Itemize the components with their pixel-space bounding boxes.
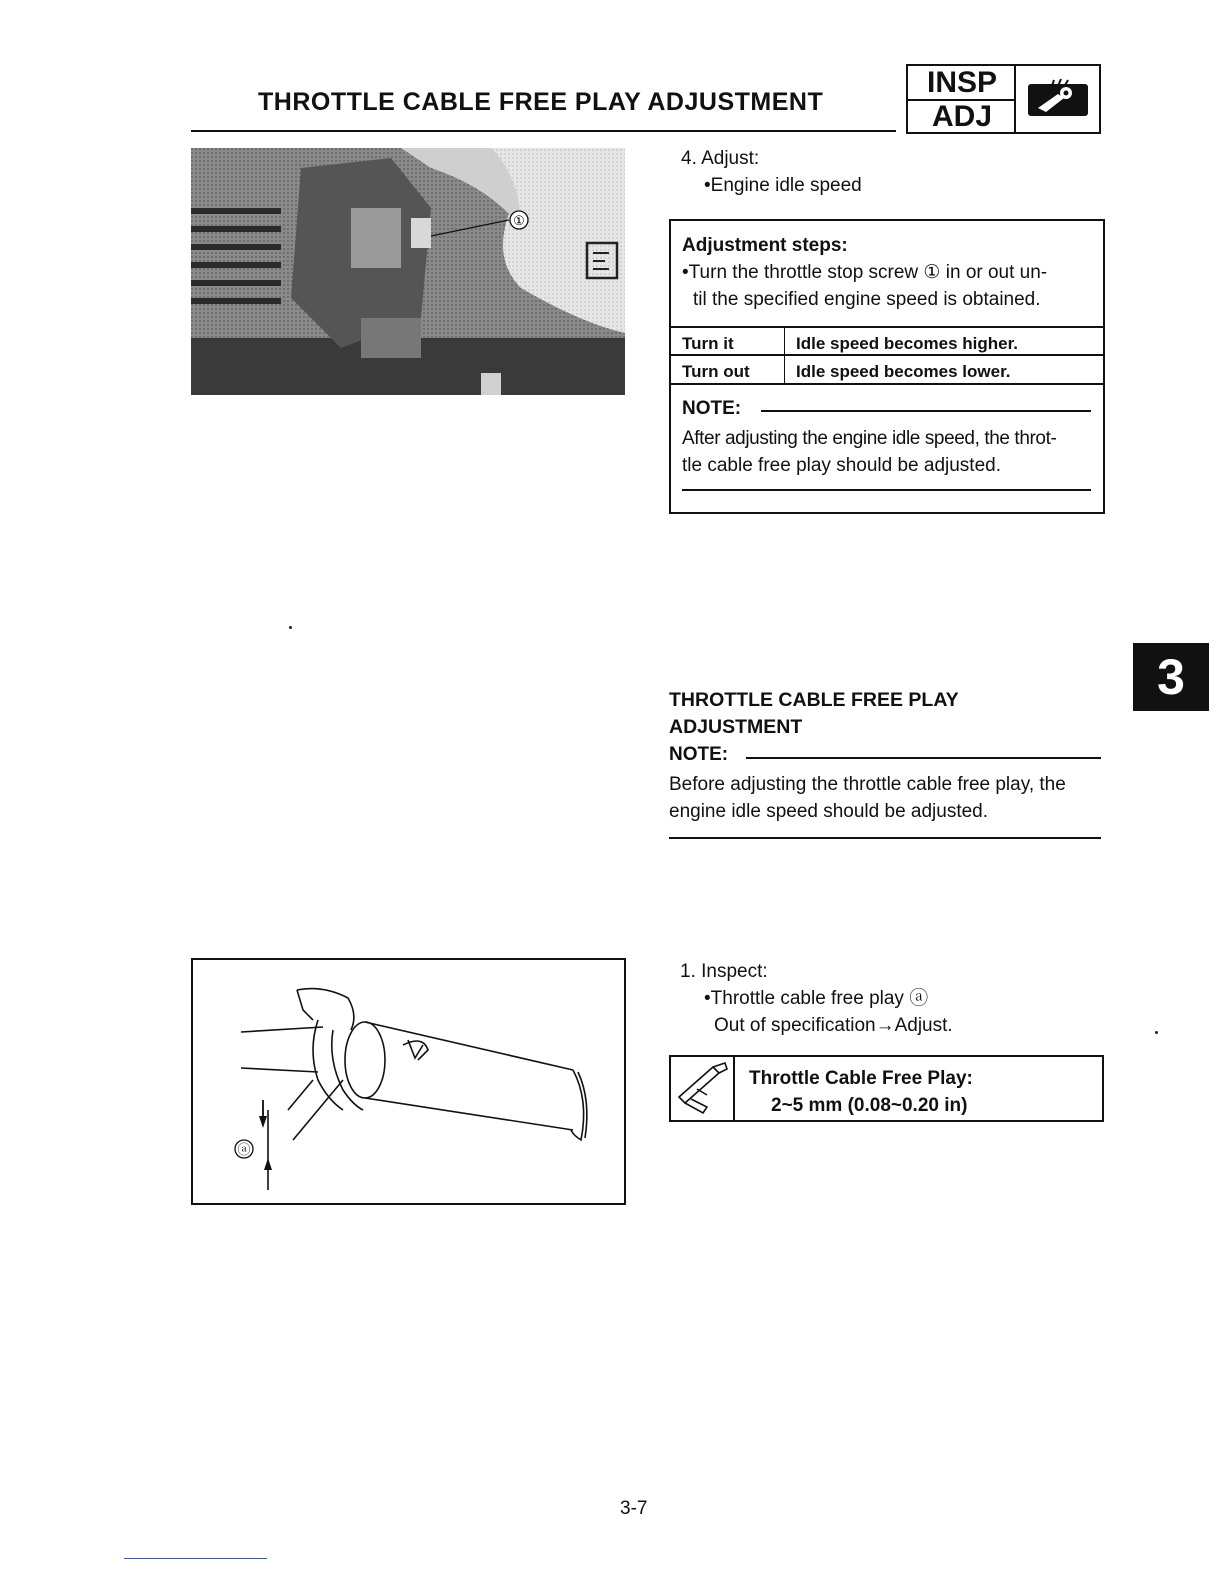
spec-divider: [733, 1057, 735, 1120]
note-text-line1: After adjusting the engine idle speed, the throt-: [682, 428, 1057, 449]
throttle-grip-diagram: [191, 958, 626, 1205]
adjustment-step-line1: •Turn the throttle stop screw ① in or out un-: [682, 262, 1048, 283]
photo-callout-label: ①: [513, 213, 525, 228]
table-bottom-rule: [671, 383, 1103, 385]
footer-rule: [124, 1558, 267, 1559]
section-note-line1: Before adjusting the throttle cable free play, the: [669, 774, 1066, 795]
step4-item: •Engine idle speed: [704, 175, 862, 196]
section-heading-line1: THROTTLE CABLE FREE PLAY: [669, 689, 959, 711]
page-title: THROTTLE CABLE FREE PLAY ADJUSTMENT: [258, 88, 824, 116]
header-rule: [191, 130, 896, 132]
badge-adj-label: ADJ: [931, 100, 992, 133]
table-mid-rule: [671, 354, 1103, 356]
wrench-adjust-icon: [1024, 76, 1092, 122]
stray-dot: [289, 626, 292, 629]
note-end-rule: [682, 489, 1091, 491]
step1-item: •Throttle cable free play ⓐ: [704, 988, 929, 1009]
table-cell-result: Idle speed becomes higher.: [796, 334, 1019, 353]
badge-divider: [1014, 66, 1016, 132]
stray-dot: [1155, 1031, 1158, 1034]
adjustment-steps-box: [669, 219, 1105, 514]
section-note-label: NOTE:: [669, 744, 729, 765]
badge-insp-label: INSP: [908, 66, 1016, 101]
section-note-end-rule: [669, 837, 1101, 839]
section-heading-line2: ADJUSTMENT: [669, 716, 803, 738]
step1-spec-note: Out of specification→Adjust.: [714, 1015, 953, 1036]
table-cell-result: Idle speed becomes lower.: [796, 362, 1011, 381]
spec-value: 2~5 mm (0.08~0.20 in): [771, 1095, 968, 1116]
diagram-label-a: ⓐ: [237, 1142, 251, 1157]
step4-title: 4. Adjust:: [681, 148, 760, 169]
adjustment-step-line2: til the specified engine speed is obtained.: [693, 289, 1041, 310]
chapter-tab: 3: [1133, 643, 1209, 711]
throttle-grip-drawing: [193, 960, 623, 1202]
step1-title: 1. Inspect:: [680, 961, 768, 982]
adjustment-steps-heading: Adjustment steps:: [682, 235, 848, 256]
carburetor-photo: [191, 148, 625, 395]
section-note-rule: [746, 757, 1101, 759]
note-text-line2: tle cable free play should be adjusted.: [682, 455, 1001, 476]
caliper-icon: [673, 1059, 731, 1119]
section-note-line2: engine idle speed should be adjusted.: [669, 801, 989, 822]
table-cell-action: Turn it: [682, 334, 734, 353]
note-label: NOTE:: [682, 398, 742, 419]
spec-label: Throttle Cable Free Play:: [749, 1068, 973, 1089]
table-cell-action: Turn out: [682, 362, 750, 381]
note-rule: [761, 410, 1091, 412]
insp-adj-badge: [906, 64, 1101, 134]
spec-box: [669, 1055, 1104, 1122]
page-number: 3-7: [620, 1498, 648, 1519]
table-top-rule: [671, 326, 1103, 328]
